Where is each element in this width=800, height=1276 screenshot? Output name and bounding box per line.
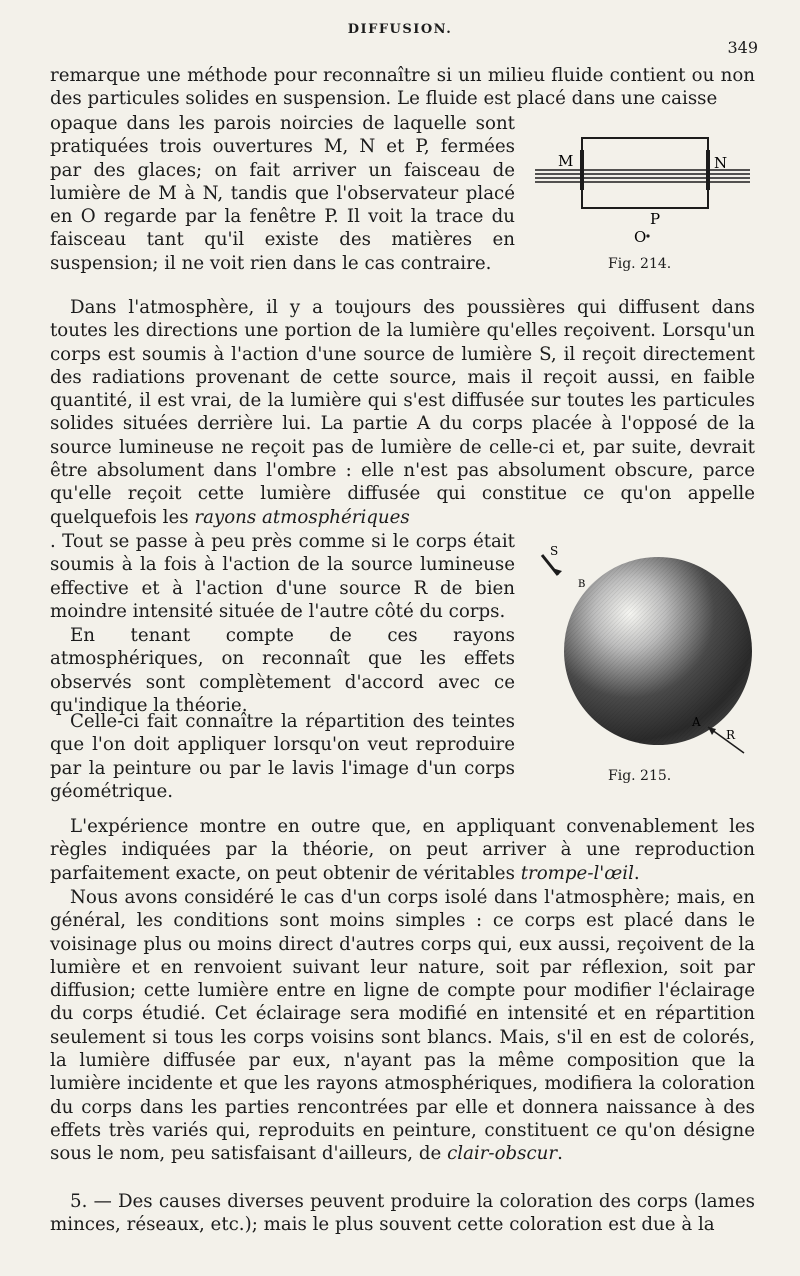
- paragraph-6-b: .: [557, 1143, 563, 1165]
- running-head: DIFFUSION.: [347, 22, 453, 37]
- paragraph-2-narrow: [50, 530, 515, 623]
- paragraph-7-text: 5. — Des causes diverses peuvent produire la coloration des corps (lames minces, réseaux, etc.); mais le plus souvent cette coloration est due à la: [50, 1191, 755, 1236]
- page-number: 349: [727, 38, 758, 57]
- figure-215: [520, 535, 785, 765]
- paragraph-3-text: En tenant compte de ces rayons atmosphériques, on reconnaît que les effets observés sont complètement d'accord avec ce qu'indique la théorie.: [50, 625, 515, 716]
- paragraph-1-narrow: [50, 112, 515, 275]
- aperture-n: [706, 150, 710, 190]
- figure-214-caption: Fig. 214.: [608, 256, 672, 272]
- paragraph-2-full-text: [50, 296, 755, 529]
- label-r: R: [726, 728, 736, 742]
- paragraph-5-b: .: [633, 862, 640, 884]
- paragraph-6: [50, 886, 755, 1166]
- paragraph-5: [50, 815, 755, 885]
- paragraph-2-full: [50, 296, 755, 529]
- paragraph-5-italic: trompe-l'œil: [520, 862, 634, 884]
- label-p: P: [650, 210, 661, 228]
- label-a: A: [692, 715, 701, 729]
- paragraph-5-text: [50, 815, 755, 885]
- paragraph-6-text: [50, 886, 755, 1166]
- paragraph-2-italic: rayons atmosphériques: [194, 506, 410, 528]
- figure-215-caption: Fig. 215.: [608, 768, 672, 784]
- paragraph-2-text: Dans l'atmosphère, il y a toujours des poussières qui diffusent dans toutes les directions une portion de la lumière qu'elles reçoivent. Lorsqu'un corps est soumis à l'action d'une source de lumière S, il reçoit directement des radiations provenant de cette source, mais il reçoit aussi, en faible quantité, il est vrai, de la lumière qui s'est diffusée sur toutes les particules solides situées derrière lui. La partie A du corps placée à l'opposé de la source lumineuse ne reçoit pas de lumière de celle-ci et, par suite, devrait être absolument dans l'ombre : elle n'est pas absolument obscure, parce qu'elle reçoit cette lumière diffusée qui constitue ce qu'on appelle quelquefois les: [50, 297, 755, 528]
- label-b: B: [578, 579, 586, 590]
- sphere-hatching: [564, 557, 752, 745]
- paragraph-4: [50, 710, 515, 803]
- paragraph-6-italic: clair-obscur: [447, 1143, 558, 1165]
- label-n: N: [714, 154, 728, 172]
- label-o: O: [634, 228, 647, 246]
- paragraph-1-full: [50, 64, 755, 111]
- aperture-m: [580, 150, 584, 190]
- paragraph-7: [50, 1190, 755, 1237]
- paragraph-2-narrow-text: . Tout se passe à peu près comme si le corps était soumis à la fois à l'action de la source lumineuse effective et à l'action d'une source R de bien moindre intensité située de l'autre côté du corps.: [50, 531, 515, 622]
- figure-214: [530, 130, 760, 260]
- observer-point: [646, 234, 649, 237]
- paragraph-3: [50, 624, 515, 717]
- label-s: S: [550, 544, 559, 558]
- paragraph-4-text: Celle-ci fait connaître la répartition des teintes que l'on doit appliquer lorsqu'on veut reproduire par la peinture ou par le lavis l'image d'un corps géométrique.: [50, 711, 515, 802]
- paragraph-1-full-text: remarque une méthode pour reconnaître si un milieu fluide contient ou non des particules solides en suspension. Le fluide est placé dans une caisse: [50, 65, 755, 110]
- paragraph-1-narrow-text: opaque dans les parois noircies de laquelle sont pratiquées trois ouvertures M, N et P, fermées par des glaces; on fait arriver un faisceau de lumière de M à N, tandis que l'observateur placé en O regarde par la fenêtre P. Il voit la trace du faisceau tant qu'il existe des matières en suspension; il ne voit rien dans le cas contraire.: [50, 113, 515, 274]
- paragraph-5-a: L'expérience montre en outre que, en appliquant convenablement les règles indiquées par la théorie, on peut arriver à une reproduction parfaitement exacte, on peut obtenir de véritables: [50, 816, 755, 884]
- paragraph-6-a: Nous avons considéré le cas d'un corps isolé dans l'atmosphère; mais, en général, les conditions sont moins simples : ce corps est placé dans le voisinage plus ou moins direct d'autres corps qui, eux aussi, reçoivent de la lumière et en renvoient suivant leur nature, soit par réflexion, soit par diffusion; cette lumière entre en ligne de compte pour modifier l'éclairage du corps étudié. Cet éclairage sera modifié en intensité et en répartition seulement si tous les corps voisins sont blancs. Mais, s'il en est de colorés, la lumière diffusée par eux, n'ayant pas la même composition que la lumière incidente et que les rayons atmosphériques, modifiera la coloration du corps dans les parties rencontrées par elle et donnera naissance à des effets très variés qui, reproduits en peinture, constituent ce qu'on désigne sous le nom, peu satisfaisant d'ailleurs, de: [50, 887, 755, 1165]
- label-m: M: [558, 152, 574, 170]
- box-outline: [582, 138, 708, 208]
